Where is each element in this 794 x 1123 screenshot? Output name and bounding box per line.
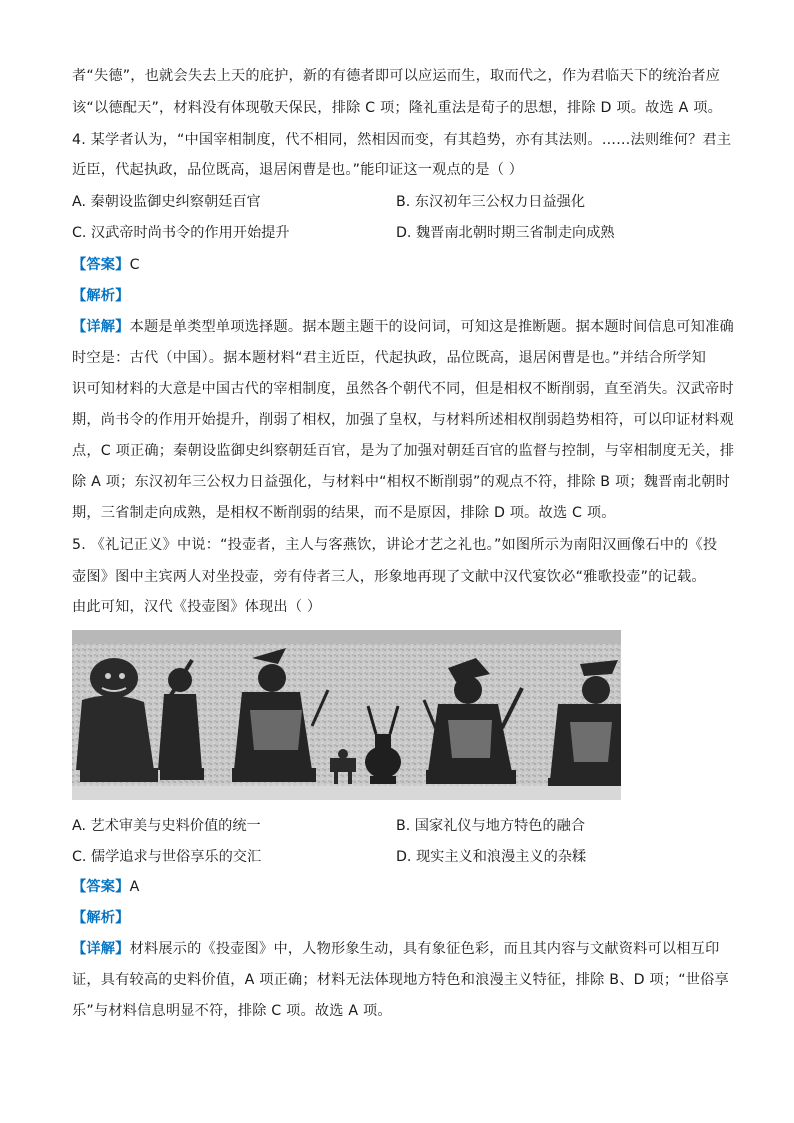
touhu-relief-image: [72, 630, 621, 800]
q4-option-d: D. 魏晋南北朝时期三省制走向成熟: [396, 225, 615, 241]
q4-detail-line-7: 期，三省制走向成熟，是相权不断削弱的结果，而不是原因，排除 D 项。故选 C 项。: [72, 505, 616, 521]
q5-stem-line-2: 壶图》图中主宾两人对坐投壶，旁有侍者三人，形象地再现了文献中汉代宴饮必“雅歌投壶”的记载。: [72, 569, 706, 585]
q5-detail-tag: 【详解】: [72, 941, 130, 957]
q4-detail-line-1: [72, 317, 734, 337]
q5-option-d: D. 现实主义和浪漫主义的杂糅: [396, 849, 587, 865]
q4-option-a: A. 秦朝设监御史纠察朝廷百官: [72, 194, 261, 210]
q5-answer-row: [72, 877, 139, 897]
q4-detail-line-6: 除 A 项；东汉初年三公权力日益强化，与材料中“相权不断削弱”的观点不符，排除 B 项；魏晋南北朝时: [72, 474, 731, 490]
q4-analysis-row: [72, 286, 130, 306]
q5-option-c: C. 儒学追求与世俗享乐的交汇: [72, 849, 262, 865]
q4-analysis-tag: 【解析】: [72, 288, 130, 304]
q4-answer-tag: 【答案】: [72, 257, 130, 273]
q5-detail-text-1: 材料展示的《投壶图》中，人物形象生动，具有象征色彩，而且其内容与文献资料可以相互印: [129, 941, 720, 957]
q4-detail-line-5: 点，C 项正确；秦朝设监御史纠察朝廷百官，是为了加强对朝廷百官的监督与控制，与宰相制度无关，排: [72, 443, 735, 459]
q5-analysis-tag: 【解析】: [72, 910, 130, 926]
q5-detail-line-1: [72, 939, 719, 959]
q4-detail-tag: 【详解】: [72, 319, 130, 335]
q4-detail-line-4: 期，尚书令的作用开始提升，削弱了相权，加强了皇权，与材料所述相权削弱趋势相符，可以印证材料观: [72, 412, 734, 428]
q5-detail-line-3: 乐”与材料信息明显不符，排除 C 项。故选 A 项。: [72, 1003, 392, 1019]
q4-answer-row: [72, 255, 140, 275]
q4-detail-line-3: 识可知材料的大意是中国古代的宰相制度，虽然各个朝代不同，但是相权不断削弱，直至消失。汉武帝时: [72, 381, 734, 397]
q4-option-c: C. 汉武帝时尚书令的作用开始提升: [72, 225, 290, 241]
q4-answer-value: C: [129, 257, 140, 273]
q4-option-b: B. 东汉初年三公权力日益强化: [396, 194, 586, 210]
intro-line-1: 者“失德”，也就会失去上天的庇护，新的有德者即可以应运而生，取而代之，作为君临天下的统治者应: [72, 68, 721, 84]
q4-stem-line-2: 近臣，代起执政，品位既高，退居闲曹是也。”能印证这一观点的是（ ）: [72, 162, 524, 178]
intro-line-2: 该“以德配天”，材料没有体现敬天保民，排除 C 项；隆礼重法是荀子的思想，排除 D 项。故选 A 项。: [72, 100, 722, 116]
q4-stem-line-1: 4. 某学者认为，“中国宰相制度，代不相同，然相因而变，有其趋势，亦有其法则。……法则维何？君主: [72, 132, 732, 148]
q5-stem-line-1: 5. 《礼记正义》中说：“投壶者，主人与客燕饮，讲论才艺之礼也。”如图所示为南阳汉画像石中的《投: [72, 537, 718, 553]
q5-stem-line-3: 由此可知，汉代《投壶图》体现出（ ）: [72, 599, 322, 615]
relief-rubbing-graphic: [72, 630, 621, 800]
q5-analysis-row: [72, 908, 130, 928]
q4-detail-line-2: 时空是：古代（中国）。据本题材料“君主近臣，代起执政，品位既高，退居闲曹是也。”并结合所学知: [72, 350, 706, 366]
q5-answer-value: A: [129, 879, 140, 895]
q5-option-a: A. 艺术审美与史料价值的统一: [72, 818, 261, 834]
q5-answer-tag: 【答案】: [72, 879, 130, 895]
q5-option-b: B. 国家礼仪与地方特色的融合: [396, 818, 586, 834]
q4-detail-text-1: 本题是单类型单项选择题。据本题主题干的设问词，可知这是推断题。据本题时间信息可知准确: [129, 319, 734, 335]
q5-detail-line-2: 证，具有较高的史料价值，A 项正确；材料无法体现地方特色和浪漫主义特征，排除 B、D 项；“世俗享: [72, 972, 729, 988]
